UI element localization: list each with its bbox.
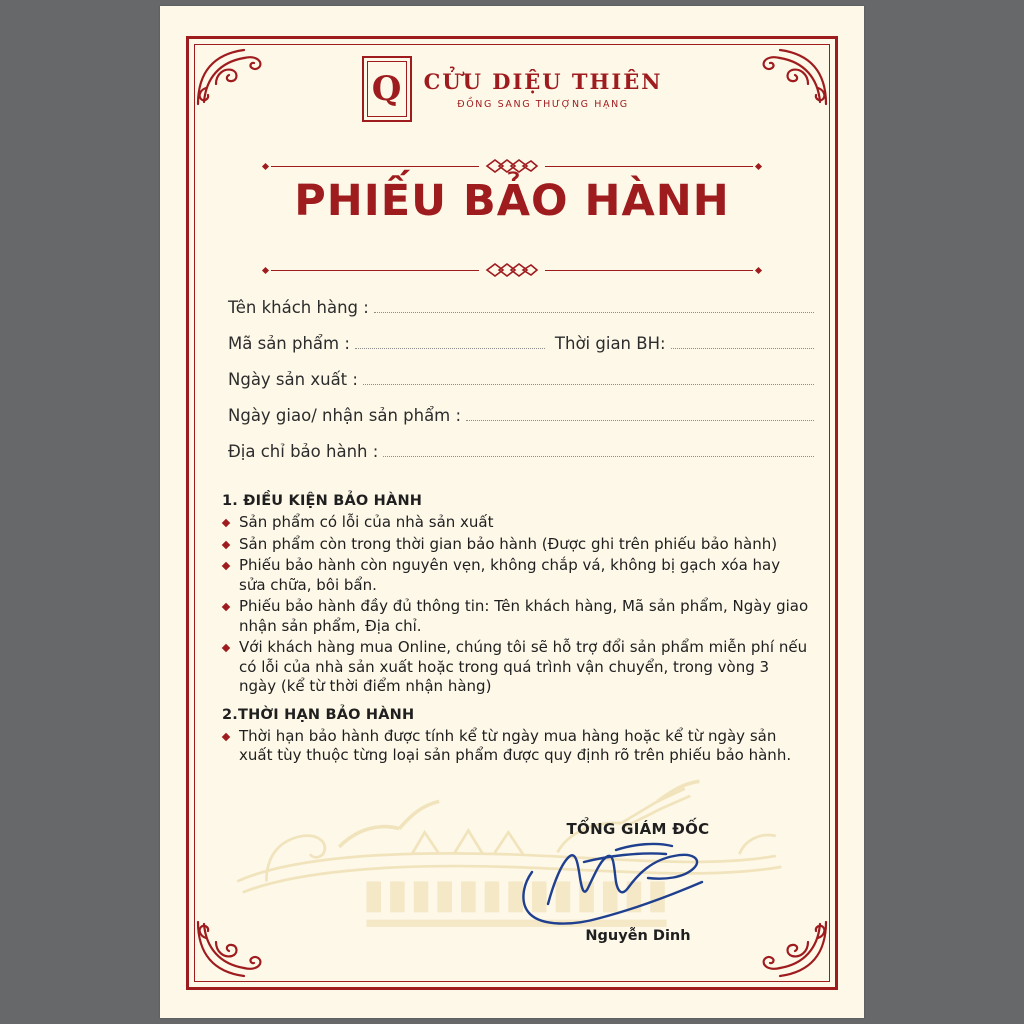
duration-list (222, 727, 810, 766)
divider-line (271, 270, 479, 271)
section-heading-duration: 2.THỜI HẠN BẢO HÀNH (222, 706, 415, 723)
field-product-code (228, 334, 814, 353)
signature-mark-icon (488, 838, 788, 926)
field-input-customer-name[interactable] (374, 298, 814, 313)
field-label: Ngày sản xuất : (228, 370, 358, 389)
section-heading-conditions: 1. ĐIỀU KIỆN BẢO HÀNH (222, 493, 423, 509)
signature-title: TỔNG GIÁM ĐỐC (566, 820, 710, 838)
list-item: Sản phẩm còn trong thời gian bảo hành (Được ghi trên phiếu bảo hành) (222, 535, 810, 555)
field-input-delivery-date[interactable] (466, 406, 814, 421)
divider-bottom (260, 262, 764, 278)
brand-tagline: ĐỒNG SANG THƯỢNG HẠNG (457, 98, 629, 110)
divider-dot-icon (755, 162, 762, 169)
field-manufacture-date (228, 370, 814, 389)
brand-name: CỬU DIỆU THIÊN (423, 68, 663, 94)
conditions-list (222, 513, 810, 697)
terms-section (222, 493, 810, 768)
field-input-warranty-period[interactable] (671, 334, 814, 349)
field-input-product-code[interactable] (355, 334, 545, 349)
field-delivery-date (228, 406, 814, 425)
brand-text (424, 69, 663, 110)
signature-block (488, 820, 788, 944)
divider-line (545, 166, 753, 167)
list-item: Thời hạn bảo hành được tính kể từ ngày mua hàng hoặc kể từ ngày sản xuất tùy thuộc từng loại sản phẩm được quy định rõ trên phiếu bảo hành. (222, 727, 810, 766)
field-label: Mã sản phẩm : (228, 334, 350, 353)
warranty-card (160, 6, 864, 1018)
divider-line (545, 270, 753, 271)
field-warranty-address (228, 442, 814, 461)
card-content (200, 50, 824, 978)
logo-glyph: Q (371, 69, 402, 109)
divider-dot-icon (755, 266, 762, 273)
field-label: Địa chỉ bảo hành : (228, 442, 379, 461)
field-label: Tên khách hàng : (228, 298, 369, 317)
field-label: Thời gian BH: (554, 334, 666, 353)
list-item: Với khách hàng mua Online, chúng tôi sẽ hỗ trợ đổi sản phẩm miễn phí nếu có lỗi của nhà sản xuất hoặc trong quá trình vận chuyển, trong vòng 3 ngày (kể từ thời điểm nhận hàng) (222, 638, 810, 697)
divider-dot-icon (262, 266, 269, 273)
logo-mark-icon (362, 56, 412, 122)
field-customer-name (228, 298, 814, 317)
signature-name: Nguyễn Dinh (585, 928, 691, 944)
divider-knot-icon (485, 158, 539, 174)
field-input-warranty-address[interactable] (383, 442, 814, 457)
brand-logo (200, 56, 824, 122)
divider-knot-icon (485, 262, 539, 278)
list-item: Sản phẩm có lỗi của nhà sản xuất (222, 513, 810, 533)
list-item: Phiếu bảo hành còn nguyên vẹn, không chắp vá, không bị gạch xóa hay sửa chữa, bôi bẩn. (222, 556, 810, 595)
list-item: Phiếu bảo hành đầy đủ thông tin: Tên khách hàng, Mã sản phẩm, Ngày giao nhận sản phẩm, Địa chỉ. (222, 597, 810, 636)
field-label: Ngày giao/ nhận sản phẩm : (228, 406, 462, 425)
page-title: PHIẾU BẢO HÀNH (294, 176, 730, 226)
field-input-manufacture-date[interactable] (363, 370, 814, 385)
form-fields (228, 298, 814, 478)
divider-line (271, 166, 479, 167)
divider-top (260, 158, 764, 174)
divider-dot-icon (262, 162, 269, 169)
